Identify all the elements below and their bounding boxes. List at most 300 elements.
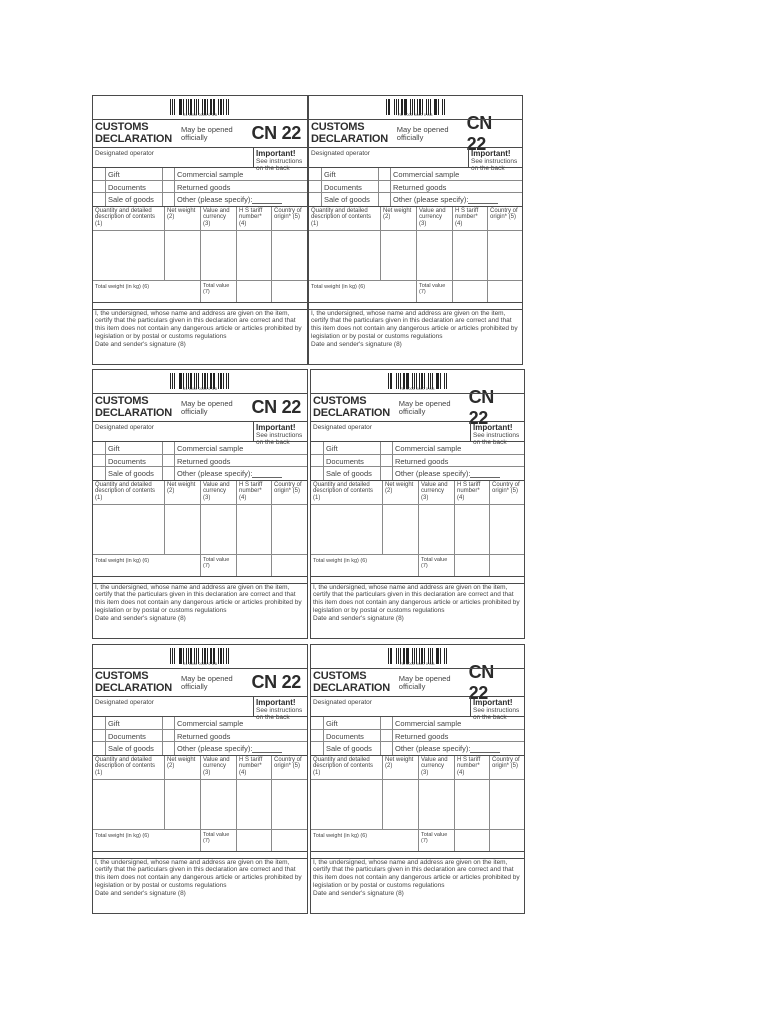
documents-label: Documents bbox=[326, 731, 364, 741]
contents-header bbox=[309, 207, 522, 231]
barcode-bar bbox=[438, 99, 439, 115]
quantity-column-header: Quantity and detailed description of contents (1) bbox=[311, 207, 372, 227]
sale-of-goods-label: Sale of goods bbox=[324, 195, 370, 204]
signature-field[interactable]: Date and sender's signature (8) bbox=[95, 340, 186, 348]
cn22-form bbox=[308, 95, 523, 365]
contents-entry-row[interactable] bbox=[93, 780, 307, 830]
net-weight-cell[interactable] bbox=[382, 505, 418, 554]
barcode-bar bbox=[220, 648, 222, 664]
hs-tariff-cell[interactable] bbox=[454, 505, 489, 554]
net-weight-cell[interactable] bbox=[164, 231, 200, 280]
totals-row bbox=[93, 281, 307, 303]
barcode-bar bbox=[435, 99, 437, 115]
barcode-row bbox=[311, 645, 524, 669]
other-label: Other (please specify): bbox=[395, 744, 471, 753]
quantity-column-header: Quantity and detailed description of contents (1) bbox=[313, 481, 374, 501]
form-code: CN 22 bbox=[466, 112, 492, 154]
documents-label: Documents bbox=[108, 731, 146, 741]
quantity-cell[interactable] bbox=[93, 231, 164, 280]
contents-header bbox=[311, 756, 524, 780]
sale-of-goods-label: Sale of goods bbox=[326, 469, 372, 478]
customs-declaration-title: CUSTOMS DECLARATION bbox=[311, 121, 389, 145]
operator-row bbox=[93, 148, 307, 172]
barcode-bar bbox=[390, 648, 391, 664]
totals-spacer bbox=[271, 555, 307, 576]
important-text: See instructions on the back bbox=[256, 158, 303, 172]
important-text: See instructions on the back bbox=[256, 707, 303, 721]
declaration-text: I, the undersigned, whose name and address are given on the item, certify that the particulars given in this declaration are correct and that this item does not contain any dangerous article or articles prohibited by legislation or by postal or customs regulations bbox=[313, 583, 520, 614]
barcode-bar bbox=[437, 373, 439, 389]
barcode-row bbox=[93, 645, 307, 669]
barcode-row bbox=[309, 96, 522, 120]
gift-checkbox[interactable] bbox=[93, 168, 106, 180]
important-text: See instructions on the back bbox=[256, 432, 303, 446]
totals-spacer bbox=[487, 281, 522, 302]
barcode-bar bbox=[442, 99, 443, 115]
barcode-bar bbox=[170, 373, 171, 389]
declaration-block bbox=[309, 309, 522, 349]
hs-tariff-cell[interactable] bbox=[236, 505, 271, 554]
other-field[interactable] bbox=[391, 193, 522, 206]
barcode-bar bbox=[218, 99, 219, 115]
barcode-bar bbox=[440, 373, 441, 389]
operator-row bbox=[311, 697, 524, 721]
totals-row bbox=[311, 830, 524, 852]
returned-goods-checkbox[interactable] bbox=[380, 455, 393, 467]
value-cell[interactable] bbox=[200, 780, 236, 829]
returned-goods-checkbox[interactable] bbox=[378, 181, 391, 193]
contents-header bbox=[311, 481, 524, 505]
other-checkbox[interactable] bbox=[162, 193, 175, 206]
commercial-sample-label: Commercial sample bbox=[177, 170, 244, 179]
total-weight-field[interactable]: Total weight (in kg) (6) bbox=[95, 832, 150, 839]
barcode-bar bbox=[174, 373, 175, 389]
commercial-sample-label: Commercial sample bbox=[393, 170, 460, 179]
net-weight-column-header: Net weight (2) bbox=[164, 207, 200, 230]
total-value-field[interactable]: Total value (7) bbox=[200, 830, 236, 851]
other-checkbox[interactable] bbox=[380, 742, 393, 755]
value-column-header: Value and currency (3) bbox=[200, 481, 236, 504]
designated-operator-field[interactable]: Designated operator bbox=[95, 150, 154, 157]
totals-spacer bbox=[271, 281, 307, 302]
commercial-sample-checkbox[interactable] bbox=[380, 442, 393, 454]
total-value-field[interactable]: Total value (7) bbox=[200, 281, 236, 302]
barcode-bar bbox=[444, 99, 445, 115]
cn22-form bbox=[92, 95, 308, 365]
returned-goods-checkbox[interactable] bbox=[162, 730, 175, 742]
returned-goods-label: Returned goods bbox=[177, 456, 231, 466]
declaration-text: I, the undersigned, whose name and address are given on the item, certify that the particulars given in this declaration are correct and that this item does not contain any dangerous article or articles prohibited by legislation or by postal or customs regulations bbox=[95, 309, 302, 340]
contents-header bbox=[93, 756, 307, 780]
other-specify-line bbox=[470, 471, 500, 478]
other-label: Other (please specify): bbox=[393, 195, 469, 204]
barcode-bar bbox=[223, 648, 224, 664]
totals-spacer bbox=[489, 555, 524, 576]
barcode-bar bbox=[172, 648, 173, 664]
contents-header bbox=[93, 207, 307, 231]
signature-field[interactable]: Date and sender's signature (8) bbox=[313, 889, 404, 897]
net-weight-cell[interactable] bbox=[382, 780, 418, 829]
sale-of-goods-checkbox[interactable] bbox=[311, 467, 324, 480]
documents-checkbox[interactable] bbox=[93, 181, 106, 193]
hs-tariff-column-header: H S tariff number* (4) bbox=[236, 756, 271, 779]
other-label: Other (please specify): bbox=[177, 469, 253, 478]
barcode-bar bbox=[226, 648, 227, 664]
barcode-number: RL 0000 0000 0 GB bbox=[398, 113, 433, 117]
documents-label: Documents bbox=[108, 182, 146, 192]
operator-row bbox=[93, 697, 307, 721]
category-row bbox=[309, 168, 522, 181]
operator-row bbox=[311, 422, 524, 446]
category-row bbox=[309, 181, 522, 194]
documents-checkbox[interactable] bbox=[93, 455, 106, 467]
category-row bbox=[311, 742, 524, 755]
other-field[interactable] bbox=[175, 742, 307, 755]
category-row bbox=[93, 442, 307, 455]
barcode-bar bbox=[220, 99, 222, 115]
total-value-field[interactable]: Total value (7) bbox=[416, 281, 452, 302]
quantity-cell[interactable] bbox=[309, 231, 380, 280]
barcode-bar bbox=[174, 648, 175, 664]
designated-operator-field[interactable]: Designated operator bbox=[313, 699, 372, 706]
important-title: Important! bbox=[473, 423, 513, 432]
other-label: Other (please specify): bbox=[395, 469, 471, 478]
sale-of-goods-checkbox[interactable] bbox=[311, 742, 324, 755]
gift-label: Gift bbox=[326, 444, 338, 453]
barcode-bar bbox=[228, 373, 229, 389]
barcode-bar bbox=[218, 648, 219, 664]
hs-tariff-cell[interactable] bbox=[236, 780, 271, 829]
hs-tariff-cell[interactable] bbox=[452, 231, 487, 280]
other-specify-line bbox=[252, 471, 282, 478]
barcode-row bbox=[93, 96, 307, 120]
contents-header bbox=[93, 481, 307, 505]
gift-checkbox[interactable] bbox=[311, 717, 324, 729]
contents-entry-row[interactable] bbox=[309, 231, 522, 281]
country-cell[interactable] bbox=[487, 231, 522, 280]
barcode-bar bbox=[179, 648, 180, 664]
country-column-header: Country of origin* (5) bbox=[487, 207, 522, 230]
barcode-bar bbox=[444, 648, 445, 664]
country-column-header: Country of origin* (5) bbox=[489, 481, 524, 504]
barcode-bar bbox=[223, 99, 224, 115]
declaration-text: I, the undersigned, whose name and address are given on the item, certify that the particulars given in this declaration are correct and that this item does not contain any dangerous article or articles prohibited by legislation or by postal or customs regulations bbox=[313, 858, 520, 889]
net-weight-column-header: Net weight (2) bbox=[382, 481, 418, 504]
quantity-column-header: Quantity and detailed description of contents (1) bbox=[95, 481, 156, 501]
contents-entry-row[interactable] bbox=[311, 505, 524, 555]
totals-spacer bbox=[236, 281, 271, 302]
category-row bbox=[93, 467, 307, 480]
barcode-bar bbox=[391, 373, 392, 389]
total-value-field[interactable]: Total value (7) bbox=[200, 555, 236, 576]
sale-of-goods-checkbox[interactable] bbox=[93, 193, 106, 206]
hs-tariff-column-header: H S tariff number* (4) bbox=[452, 207, 487, 230]
designated-operator-field[interactable]: Designated operator bbox=[95, 699, 154, 706]
value-column-header: Value and currency (3) bbox=[200, 207, 236, 230]
designated-operator-field[interactable]: Designated operator bbox=[313, 424, 372, 431]
total-weight-field[interactable]: Total weight (in kg) (6) bbox=[95, 283, 150, 290]
returned-goods-label: Returned goods bbox=[395, 731, 449, 741]
commercial-sample-checkbox[interactable] bbox=[380, 717, 393, 729]
sale-of-goods-checkbox[interactable] bbox=[93, 742, 106, 755]
signature-field[interactable]: Date and sender's signature (8) bbox=[311, 340, 402, 348]
signature-field[interactable]: Date and sender's signature (8) bbox=[95, 889, 186, 897]
barcode-number: RL 0000 0000 0 GB bbox=[182, 113, 218, 117]
category-row bbox=[311, 455, 524, 468]
barcode-bar bbox=[386, 99, 387, 115]
net-weight-column-header: Net weight (2) bbox=[382, 756, 418, 779]
commercial-sample-checkbox[interactable] bbox=[162, 717, 175, 729]
category-checkboxes bbox=[309, 168, 522, 207]
barcode-bar bbox=[218, 373, 219, 389]
barcode-bar bbox=[440, 648, 441, 664]
important-note bbox=[470, 422, 524, 446]
other-checkbox[interactable] bbox=[378, 193, 391, 206]
country-cell[interactable] bbox=[271, 505, 307, 554]
cn22-form bbox=[310, 369, 525, 639]
net-weight-cell[interactable] bbox=[164, 505, 200, 554]
barcode-bar bbox=[394, 99, 395, 115]
hs-tariff-column-header: H S tariff number* (4) bbox=[236, 481, 271, 504]
signature-field[interactable]: Date and sender's signature (8) bbox=[95, 614, 186, 622]
country-column-header: Country of origin* (5) bbox=[271, 481, 307, 504]
gift-checkbox[interactable] bbox=[309, 168, 322, 180]
declaration-text: I, the undersigned, whose name and address are given on the item, certify that the particulars given in this declaration are correct and that this item does not contain any dangerous article or articles prohibited by legislation or by postal or customs regulations bbox=[311, 309, 518, 340]
other-field[interactable] bbox=[393, 467, 524, 480]
country-cell[interactable] bbox=[489, 780, 524, 829]
value-column-header: Value and currency (3) bbox=[418, 481, 454, 504]
form-code: CN 22 bbox=[468, 661, 494, 703]
gift-label: Gift bbox=[108, 170, 120, 179]
documents-checkbox[interactable] bbox=[311, 455, 324, 467]
barcode-bar bbox=[174, 99, 175, 115]
contents-entry-row[interactable] bbox=[93, 505, 307, 555]
quantity-cell[interactable] bbox=[93, 780, 164, 829]
declaration-block bbox=[93, 583, 307, 623]
other-field[interactable] bbox=[175, 467, 307, 480]
barcode-bar bbox=[388, 99, 389, 115]
form-code: CN 22 bbox=[251, 397, 301, 417]
gift-label: Gift bbox=[108, 444, 120, 453]
commercial-sample-label: Commercial sample bbox=[395, 444, 462, 453]
barcode-number: RL 0000 0000 0 GB bbox=[182, 387, 218, 391]
returned-goods-label: Returned goods bbox=[177, 731, 231, 741]
gift-checkbox[interactable] bbox=[311, 442, 324, 454]
total-value-field[interactable]: Total value (7) bbox=[418, 555, 454, 576]
value-cell[interactable] bbox=[416, 231, 452, 280]
returned-goods-checkbox[interactable] bbox=[380, 730, 393, 742]
category-checkboxes bbox=[93, 168, 307, 207]
barcode-bar bbox=[180, 99, 181, 115]
value-cell[interactable] bbox=[200, 505, 236, 554]
documents-label: Documents bbox=[324, 182, 362, 192]
totals-spacer bbox=[236, 555, 271, 576]
barcode-bar bbox=[396, 648, 397, 664]
total-weight-field[interactable]: Total weight (in kg) (6) bbox=[311, 283, 366, 290]
hs-tariff-column-header: H S tariff number* (4) bbox=[454, 481, 489, 504]
total-weight-field[interactable]: Total weight (in kg) (6) bbox=[313, 557, 368, 564]
customs-declaration-title: CUSTOMS DECLARATION bbox=[313, 395, 391, 419]
may-be-opened-note: May be opened officially bbox=[396, 124, 449, 142]
country-cell[interactable] bbox=[271, 780, 307, 829]
net-weight-cell[interactable] bbox=[164, 780, 200, 829]
barcode-bar bbox=[179, 373, 180, 389]
totals-spacer bbox=[236, 830, 271, 851]
important-note bbox=[253, 148, 307, 172]
may-be-opened-note: May be opened officially bbox=[398, 398, 451, 416]
barcode-bar bbox=[398, 648, 399, 664]
category-row bbox=[93, 455, 307, 468]
important-note bbox=[470, 697, 524, 721]
country-cell[interactable] bbox=[489, 505, 524, 554]
totals-spacer bbox=[454, 830, 489, 851]
value-cell[interactable] bbox=[418, 780, 454, 829]
declaration-block bbox=[311, 858, 524, 898]
contents-entry-row[interactable] bbox=[93, 231, 307, 281]
other-checkbox[interactable] bbox=[380, 467, 393, 480]
other-specify-line bbox=[470, 746, 500, 753]
barcode-bar bbox=[180, 373, 181, 389]
important-text: See instructions on the back bbox=[471, 158, 518, 172]
hs-tariff-cell[interactable] bbox=[236, 231, 271, 280]
quantity-cell[interactable] bbox=[311, 780, 382, 829]
important-title: Important! bbox=[256, 423, 296, 432]
category-row bbox=[93, 193, 307, 206]
barcode-bar bbox=[170, 99, 171, 115]
gift-checkbox[interactable] bbox=[93, 717, 106, 729]
country-cell[interactable] bbox=[271, 231, 307, 280]
country-column-header: Country of origin* (5) bbox=[489, 756, 524, 779]
operator-row bbox=[93, 422, 307, 446]
totals-spacer bbox=[271, 830, 307, 851]
barcode-bar bbox=[170, 648, 171, 664]
category-row bbox=[93, 730, 307, 743]
signature-field[interactable]: Date and sender's signature (8) bbox=[313, 614, 404, 622]
net-weight-cell[interactable] bbox=[380, 231, 416, 280]
category-row bbox=[93, 168, 307, 181]
net-weight-column-header: Net weight (2) bbox=[380, 207, 416, 230]
barcode-row bbox=[311, 370, 524, 394]
other-field[interactable] bbox=[175, 193, 307, 206]
sale-of-goods-label: Sale of goods bbox=[108, 195, 154, 204]
barcode-bar bbox=[434, 99, 435, 115]
other-label: Other (please specify): bbox=[177, 195, 253, 204]
cn22-form bbox=[92, 644, 308, 914]
barcode-bar bbox=[391, 648, 392, 664]
form-code: CN 22 bbox=[468, 386, 494, 428]
operator-row bbox=[309, 148, 522, 172]
gift-label: Gift bbox=[108, 719, 120, 728]
cn22-form bbox=[310, 644, 525, 914]
total-weight-field[interactable]: Total weight (in kg) (6) bbox=[313, 832, 368, 839]
barcode-bar bbox=[436, 648, 437, 664]
customs-declaration-title: CUSTOMS DECLARATION bbox=[95, 395, 173, 419]
total-value-field[interactable]: Total value (7) bbox=[418, 830, 454, 851]
barcode-bar bbox=[398, 373, 399, 389]
quantity-column-header: Quantity and detailed description of contents (1) bbox=[95, 756, 156, 776]
totals-row bbox=[311, 555, 524, 577]
barcode-bar bbox=[388, 373, 389, 389]
category-checkboxes bbox=[93, 717, 307, 756]
documents-checkbox[interactable] bbox=[311, 730, 324, 742]
barcode-bar bbox=[437, 648, 439, 664]
barcode-bar bbox=[228, 99, 229, 115]
total-weight-field[interactable]: Total weight (in kg) (6) bbox=[95, 557, 150, 564]
value-cell[interactable] bbox=[200, 231, 236, 280]
commercial-sample-checkbox[interactable] bbox=[162, 168, 175, 180]
designated-operator-field[interactable]: Designated operator bbox=[95, 424, 154, 431]
barcode-bar bbox=[390, 373, 391, 389]
totals-spacer bbox=[452, 281, 487, 302]
important-note bbox=[253, 697, 307, 721]
category-row bbox=[311, 442, 524, 455]
important-text: See instructions on the back bbox=[473, 707, 520, 721]
other-field[interactable] bbox=[393, 742, 524, 755]
contents-entry-row[interactable] bbox=[311, 780, 524, 830]
value-cell[interactable] bbox=[418, 505, 454, 554]
sale-of-goods-checkbox[interactable] bbox=[93, 467, 106, 480]
commercial-sample-checkbox[interactable] bbox=[162, 442, 175, 454]
barcode-bar bbox=[444, 373, 445, 389]
quantity-cell[interactable] bbox=[93, 505, 164, 554]
totals-spacer bbox=[489, 830, 524, 851]
barcode-bar bbox=[172, 373, 173, 389]
designated-operator-field[interactable]: Designated operator bbox=[311, 150, 370, 157]
important-note bbox=[253, 422, 307, 446]
barcode-bar bbox=[172, 99, 173, 115]
other-checkbox[interactable] bbox=[162, 742, 175, 755]
sale-of-goods-checkbox[interactable] bbox=[309, 193, 322, 206]
quantity-column-header: Quantity and detailed description of contents (1) bbox=[313, 756, 374, 776]
barcode-bar bbox=[180, 648, 181, 664]
returned-goods-checkbox[interactable] bbox=[162, 181, 175, 193]
barcode-bar bbox=[388, 648, 389, 664]
category-row bbox=[93, 742, 307, 755]
form-code: CN 22 bbox=[251, 672, 301, 692]
may-be-opened-note: May be opened officially bbox=[181, 124, 233, 142]
documents-checkbox[interactable] bbox=[93, 730, 106, 742]
category-row bbox=[93, 717, 307, 730]
gift-checkbox[interactable] bbox=[93, 442, 106, 454]
barcode-bar bbox=[396, 373, 397, 389]
important-note bbox=[468, 148, 522, 172]
totals-spacer bbox=[454, 555, 489, 576]
important-text: See instructions on the back bbox=[473, 432, 520, 446]
barcode-bar bbox=[179, 99, 180, 115]
hs-tariff-cell[interactable] bbox=[454, 780, 489, 829]
category-row bbox=[311, 730, 524, 743]
category-checkboxes bbox=[93, 442, 307, 481]
category-checkboxes bbox=[311, 717, 524, 756]
barcode-bar bbox=[389, 99, 390, 115]
totals-row bbox=[309, 281, 522, 303]
other-checkbox[interactable] bbox=[162, 467, 175, 480]
important-title: Important! bbox=[256, 149, 296, 158]
other-specify-line bbox=[468, 197, 498, 204]
commercial-sample-label: Commercial sample bbox=[177, 719, 244, 728]
title-row bbox=[93, 120, 307, 148]
documents-checkbox[interactable] bbox=[309, 181, 322, 193]
quantity-cell[interactable] bbox=[311, 505, 382, 554]
barcode-row bbox=[93, 370, 307, 394]
customs-declaration-title: CUSTOMS DECLARATION bbox=[313, 670, 391, 694]
category-row bbox=[311, 467, 524, 480]
declaration-block bbox=[311, 583, 524, 623]
barcode-bar bbox=[446, 373, 447, 389]
returned-goods-checkbox[interactable] bbox=[162, 455, 175, 467]
quantity-column-header: Quantity and detailed description of contents (1) bbox=[95, 207, 156, 227]
commercial-sample-checkbox[interactable] bbox=[378, 168, 391, 180]
